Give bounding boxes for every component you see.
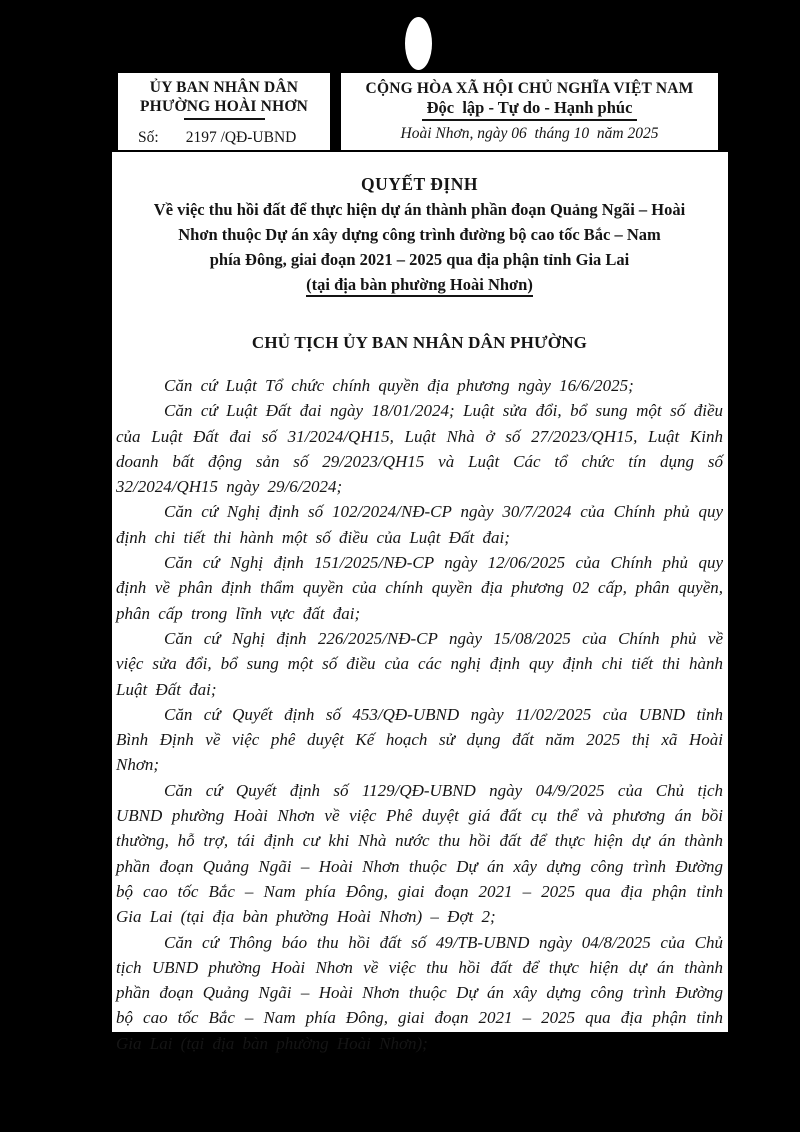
- legal-basis-paragraph: Căn cứ Luật Đất đai ngày 18/01/2024; Luật sửa đổi, bổ sung một số điều của Luật Đất đai số 31/2024/QH15, Luật Nhà ở số 27/2023/QH15, Luật Kinh doanh bất động sản số 29/2023/QH15 và Luật Các tổ chức tín dụng số 32/2024/QH15 ngày 29/6/2024;: [116, 401, 723, 497]
- national-title: CỘNG HÒA XÃ HỘI CHỦ NGHĨA VIỆT NAM: [365, 80, 694, 97]
- subject-line-3: phía Đông, giai đoạn 2021 – 2025 qua địa phận tỉnh Gia Lai: [209, 250, 630, 269]
- subject-line-1: Về việc thu hồi đất để thực hiện dự án thành phần đoạn Quảng Ngãi – Hoài: [153, 200, 686, 219]
- org-underline-rule: [184, 118, 265, 120]
- legal-basis-paragraph: Căn cứ Quyết định số 453/QĐ-UBND ngày 11/02/2025 của UBND tỉnh Bình Định về việc phê duyệt Kế hoạch sử dụng đất năm 2025 thị xã Hoài Nhơn;: [116, 704, 723, 775]
- subject-line-4: [116, 272, 723, 297]
- national-motto-row: [341, 98, 718, 121]
- subject-line-2: Nhơn thuộc Dự án xây dựng công trình đường bộ cao tốc Bắc – Nam: [178, 225, 661, 244]
- document-number-label: Số:: [138, 129, 159, 146]
- org-name-line1: ỦY BAN NHÂN DÂN: [149, 79, 299, 96]
- document-number-value: 2197 /QĐ-UBND: [185, 129, 297, 146]
- legal-basis-section: [116, 373, 723, 1056]
- legal-basis-paragraph: Căn cứ Nghị định số 102/2024/NĐ-CP ngày 30/7/2024 của Chính phủ quy định chi tiết thi hành một số điều của Luật Đất đai;: [116, 502, 723, 547]
- legal-basis-paragraph: Căn cứ Nghị định 226/2025/NĐ-CP ngày 15/08/2025 của Chính phủ về việc sửa đổi, bổ sung một số điều của các nghị định quy định chi tiết thi hành Luật Đất đai;: [116, 628, 723, 699]
- legal-basis-paragraph: Căn cứ Thông báo thu hồi đất số 49/TB-UBND ngày 04/8/2025 của Chủ tịch UBND phường Hoài Nhơn về việc thu hồi đất để thực hiện dự án thành phần đoạn Quảng Ngãi – Hoài Nhơn thuộc Dự án xây dựng công trình Đường bộ cao tốc Bắc – Nam phía Đông, giai đoạn 2021 – 2025 qua địa phận tỉnh Gia Lai (tại địa bàn phường Hoài Nhơn);: [116, 932, 723, 1053]
- legal-basis-paragraph: Căn cứ Quyết định số 1129/QĐ-UBND ngày 04/9/2025 của Chủ tịch UBND phường Hoài Nhơn về việc Phê duyệt giá đất cụ thể và phương án bồi thường, hỗ trợ, tái định cư khi Nhà nước thu hồi đất để thực hiện dự án thành phần đoạn Quảng Ngãi – Hoài Nhơn thuộc Dự án xây dựng công trình Đường bộ cao tốc Bắc – Nam phía Đông, giai đoạn 2021 – 2025 qua địa phận tỉnh Gia Lai (tại địa bàn phường Hoài Nhơn) – Đợt 2;: [116, 780, 723, 927]
- document-number-row: [118, 129, 330, 147]
- issuer-heading: CHỦ TỊCH ỦY BAN NHÂN DÂN PHƯỜNG: [251, 333, 588, 352]
- issuing-org-block: [118, 73, 330, 150]
- place-and-date: Hoài Nhơn, ngày 06 tháng 10 năm 2025: [400, 125, 659, 142]
- document-body: [112, 152, 728, 1053]
- national-motto: Độc lập - Tự do - Hạnh phúc: [422, 98, 638, 121]
- legal-basis-paragraph: Căn cứ Luật Tổ chức chính quyền địa phương ngày 16/6/2025;: [164, 376, 634, 395]
- national-header-block: [341, 73, 718, 150]
- org-name-line2: PHƯỜNG HOÀI NHƠN: [140, 98, 308, 115]
- document-title: QUYẾT ĐỊNH: [361, 174, 478, 194]
- document-subject: [116, 197, 723, 297]
- punch-hole: [405, 17, 432, 70]
- legal-basis-paragraph: Căn cứ Nghị định 151/2025/NĐ-CP ngày 12/06/2025 của Chính phủ quy định về phân định thẩm quyền của chính quyền địa phương 02 cấp, phân quyền, phân cấp trong lĩnh vực đất đai;: [116, 553, 723, 623]
- subject-line-underlined: (tại địa bàn phường Hoài Nhơn): [306, 275, 533, 297]
